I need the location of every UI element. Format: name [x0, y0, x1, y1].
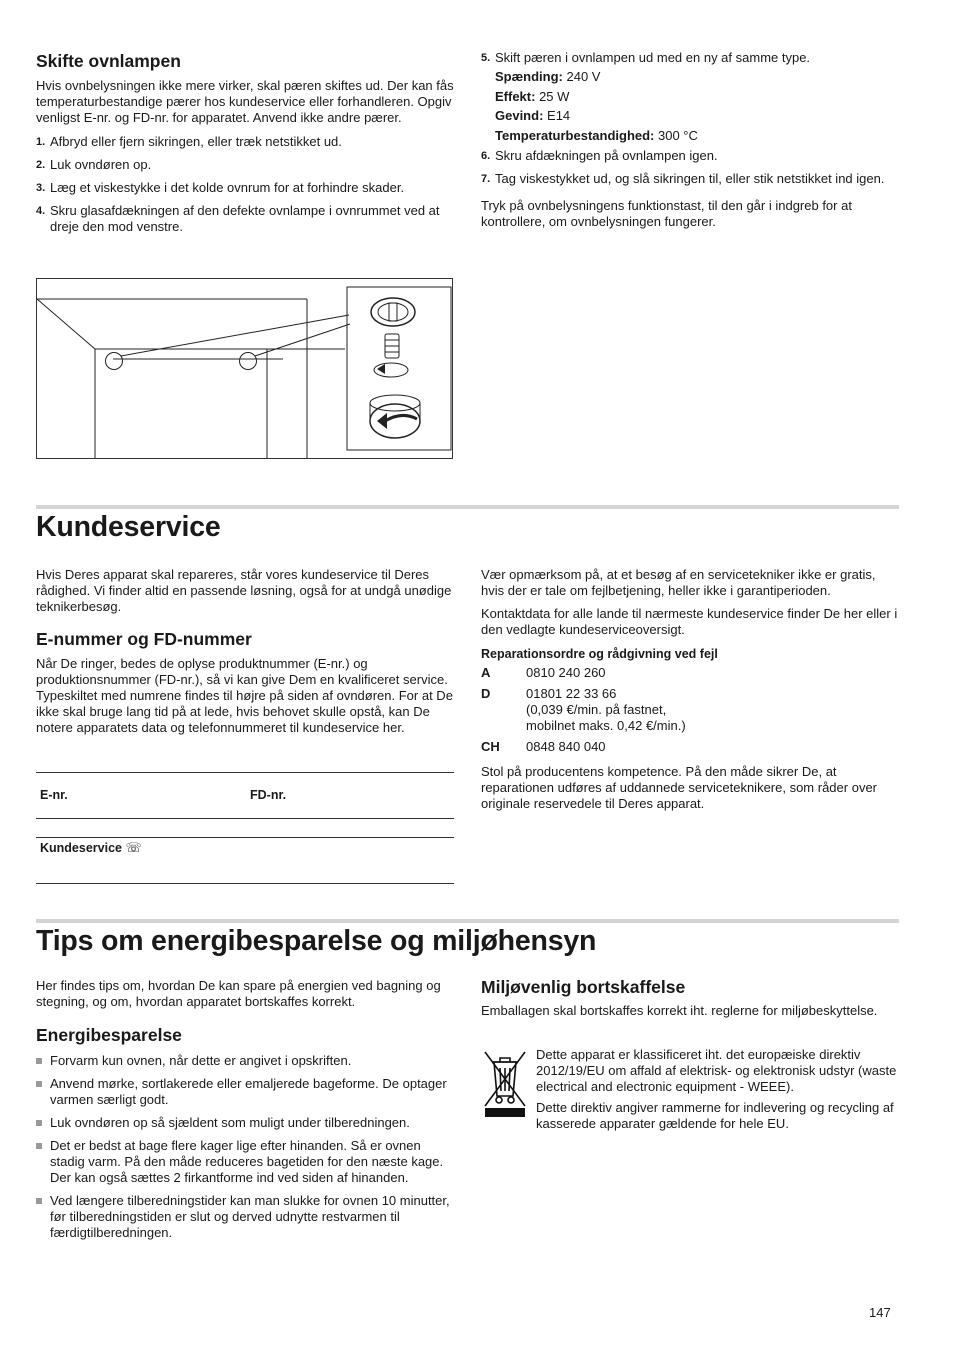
service-visit-note: Vær opmærksom på, at et besøg af en servicetekniker ikke er gratis, hvis der er tale om fejlbetjening, heller ikke i garantiperioden.: [481, 567, 876, 598]
step-7: 7. Tag viskestykket ud, og slå sikringen til, eller stik netstikket ind igen.: [481, 171, 885, 186]
list-item: Det er bedst at bage flere kager lige efter hinanden. Så er ovnen stadig varm. På den måde reduceres bagetiden for den næste kage. Der kan også sættes 2 firkantforme ind ved siden af hinanden.: [36, 1138, 454, 1186]
list-item: Forvarm kun ovnen, når dette er angivet i opskriften.: [36, 1053, 454, 1069]
section-service-left: [36, 567, 454, 736]
subsection-title-enumber: E-nummer og FD-nummer: [36, 629, 252, 649]
weee-framework: Dette direktiv angiver rammerne for indlevering og recycling af kasserede apparater gældende for hele EU.: [536, 1100, 894, 1131]
list-item: Ved længere tilberedningstider kan man slukke for ovnen 10 minutter, før tilberedningstiden er slut og derved udnytte restvarmen til færdigtilberedningen.: [36, 1193, 454, 1241]
subsection-title-energy: Energibesparelse: [36, 1025, 182, 1045]
step-3: 3. Læg et viskestykke i det kolde ovnrum for at forhindre skader.: [36, 180, 405, 195]
enr-label: E-nr.: [40, 788, 68, 802]
lamp-steps-right: [481, 50, 899, 66]
step-4: 4. Skru glasafdækningen af den defekte ovnlampe i ovnrummet ved at dreje den mod venstre.: [36, 203, 440, 234]
section-divider: [36, 505, 899, 509]
section-lamp-left: [36, 50, 454, 235]
tips-intro: Her findes tips om, hvordan De kan spare på energien ved bagning og stegning, og om, hvordan apparatet bortskaffes korrekt.: [36, 978, 441, 1009]
spec-power: Effekt: 25 W: [495, 88, 570, 104]
section-title-lamp: Skifte ovnlampen: [36, 51, 181, 71]
section-title-tips: Tips om energibesparelse og miljøhensyn: [36, 925, 597, 957]
spec-voltage: Spænding: 240 V: [495, 69, 601, 84]
phone-row-ch: CH 0848 840 040: [481, 739, 606, 754]
enumber-text: Når De ringer, bedes de oplyse produktnummer (E-nr.) og produktionsnummer (FD-nr.), så vi kan give Dem en kvalificeret service. Typeskiltet med numrene findes til højre på siden af ovndøren. For at De ikke skal bruge lang tid på at lede, hvis behovet skulle opstå, kan De notere apparatets data og telefonnummeret til kundeservice her.: [36, 656, 453, 735]
weee-icon: [481, 1048, 529, 1120]
disposal-intro: Emballagen skal bortskaffes korrekt iht. reglerne for miljøbeskyttelse.: [481, 1003, 878, 1018]
list-item: Anvend mørke, sortlakerede eller emaljerede bageforme. De optager varmen særligt godt.: [36, 1076, 454, 1108]
lamp-steps-right-2: [481, 148, 899, 187]
service-phone-field: Kundeservice ☏: [40, 841, 142, 856]
section-lamp-right: [481, 50, 899, 230]
service-closing: Stol på producentens kompetence. På den måde sikrer De, at reparationen udføres af uddannede serviceteknikere, som råder over originale reservedele til Deres apparat.: [481, 764, 877, 811]
subsection-title-disposal: Miljøvenlig bortskaffelse: [481, 977, 686, 997]
list-item: Luk ovndøren op så sjældent som muligt under tilberedningen.: [36, 1115, 454, 1131]
step-1: 1. Afbryd eller fjern sikringen, eller træk netstikket ud.: [36, 134, 342, 149]
lamp-closing: Tryk på ovnbelysningens funktionstast, til den går i indgreb for at kontrollere, om ovnbelysningen fungerer.: [481, 198, 852, 229]
bulb-specs: [481, 67, 899, 145]
section-disposal: [481, 976, 899, 1019]
energy-tips-list: [36, 1053, 454, 1241]
lamp-intro: Hvis ovnbelysningen ikke mere virker, skal pæren skiftes ud. Der kan fås temperaturbestandige pærer hos kundeservice eller forhandleren. Opgiv venligst E-nr. og FD-nr. for apparatet. Anvend ikke andre pærer.: [36, 78, 454, 125]
phone-row-a: A 0810 240 260: [481, 665, 606, 680]
phone-row-d: D 01801 22 33 66 (0,039 €/min. på fastnet, mobilnet maks. 0,42 €/min.): [481, 686, 686, 733]
oven-lamp-diagram: [37, 279, 452, 458]
table-line: [36, 883, 454, 884]
table-line: [36, 818, 454, 819]
repair-heading: Reparationsordre og rådgivning ved fejl: [481, 647, 718, 661]
table-line: [36, 837, 454, 838]
step-6: 6. Skru afdækningen på ovnlampen igen.: [481, 148, 718, 163]
step-5: 5. Skift pæren i ovnlampen ud med en ny af samme type.: [481, 50, 811, 65]
service-intro: Hvis Deres apparat skal repareres, står vores kundeservice til Deres rådighed. Vi finder altid en passende løsning, også for at undgå unødige teknikerbesøg.: [36, 567, 452, 614]
page-number: 147: [869, 1305, 891, 1320]
weee-text: [536, 1047, 898, 1132]
service-contact-note: Kontaktdata for alle lande til nærmeste kundeservice finder De her eller i den vedlagte kundeserviceoversigt.: [481, 606, 898, 637]
section-service-right: [481, 567, 899, 812]
step-2: 2. Luk ovndøren op.: [36, 157, 152, 172]
spec-thread: Gevind: E14: [495, 108, 571, 123]
oven-lamp-illustration: [36, 278, 453, 459]
table-line: [36, 772, 454, 773]
lamp-steps-left: [36, 134, 454, 235]
weee-directive: Dette apparat er klassificeret iht. det europæiske direktiv 2012/19/EU om affald af elektrisk- og elektronisk udstyr (waste electrical and electronic equipment - WEEE).: [536, 1047, 897, 1094]
spec-temperature: Temperaturbestandighed: 300 °C: [495, 127, 698, 143]
section-divider: [36, 919, 899, 923]
section-energy: [36, 978, 454, 1241]
section-title-service: Kundeservice: [36, 511, 221, 543]
phone-icon: ☏: [125, 841, 142, 856]
fdnr-label: FD-nr.: [250, 788, 287, 802]
phone-list: [481, 665, 899, 755]
